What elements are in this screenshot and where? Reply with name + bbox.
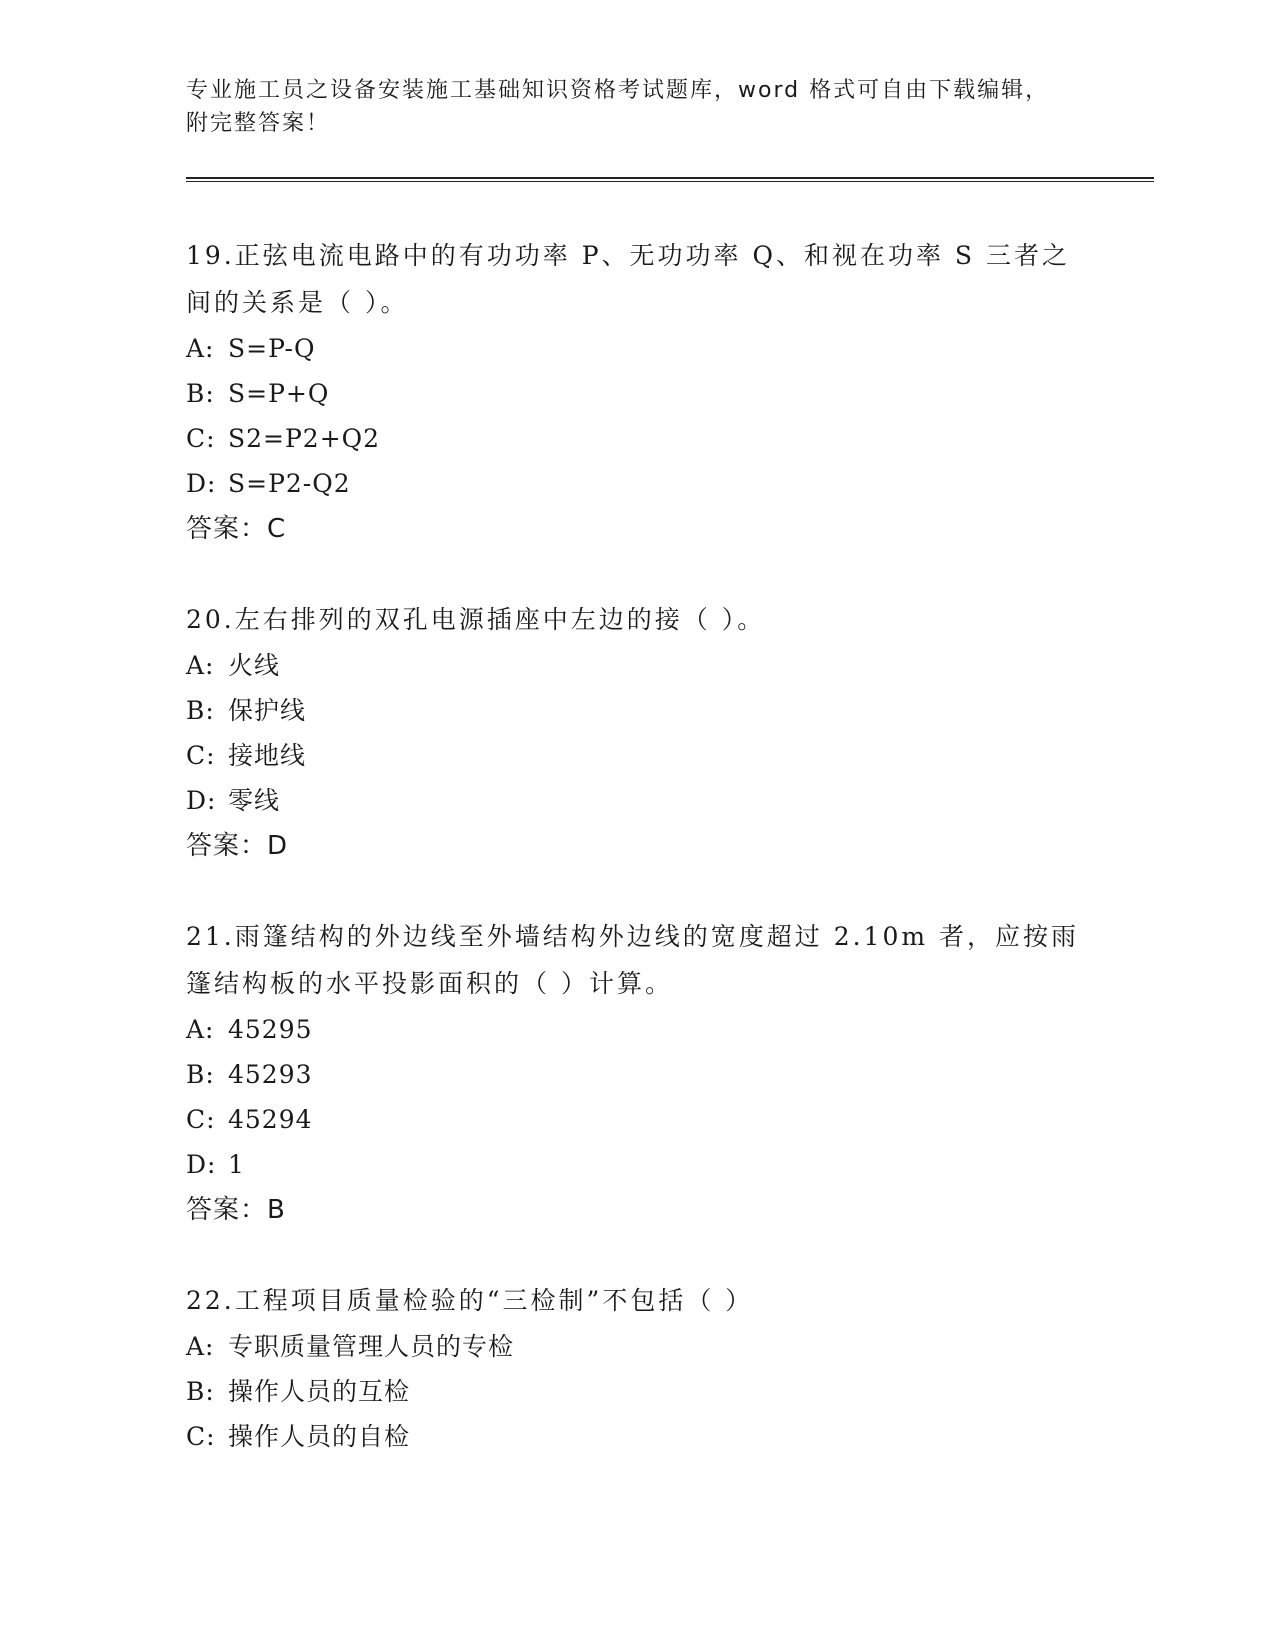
answer-line: 答案：D xyxy=(186,831,289,861)
option-c xyxy=(186,1097,1086,1142)
option-letter: B: xyxy=(186,1060,215,1089)
option-text: 45294 xyxy=(228,1105,313,1134)
question-stem xyxy=(186,1277,1086,1324)
option-text: S=P+Q xyxy=(228,379,330,408)
option-text: 保护线 xyxy=(228,696,307,725)
option-letter: D: xyxy=(186,469,217,498)
option-text: S=P-Q xyxy=(228,334,316,363)
option-a xyxy=(186,1007,1086,1052)
question-stem xyxy=(186,596,1086,643)
option-letter: C: xyxy=(186,424,216,453)
question-19 xyxy=(186,232,1086,552)
header-title-line-2: 附完整答案！ xyxy=(186,111,331,136)
option-letter: C: xyxy=(186,741,216,770)
question-list xyxy=(186,232,1086,1503)
option-letter: A: xyxy=(186,651,215,680)
option-c xyxy=(186,416,1086,461)
option-letter: D: xyxy=(186,1150,217,1179)
option-d xyxy=(186,461,1086,506)
question-stem-line-1: 21.雨篷结构的外边线至外墙结构外边线的宽度超过 2.10m 者，应按雨 xyxy=(186,922,1080,951)
question-stem xyxy=(186,232,1086,326)
header-divider xyxy=(186,177,1154,182)
option-d xyxy=(186,778,1086,823)
option-c xyxy=(186,1414,1086,1459)
option-text: 操作人员的自检 xyxy=(228,1422,411,1451)
option-text: S=P2-Q2 xyxy=(228,469,351,498)
option-a xyxy=(186,1324,1086,1369)
option-letter: B: xyxy=(186,1377,215,1406)
option-text: 45295 xyxy=(228,1015,313,1044)
question-20 xyxy=(186,596,1086,869)
option-b xyxy=(186,1369,1086,1414)
option-text: 零线 xyxy=(228,786,281,815)
option-text: S2=P2+Q2 xyxy=(228,424,381,453)
option-a xyxy=(186,643,1086,688)
answer-line: 答案：B xyxy=(186,1195,286,1225)
option-letter: B: xyxy=(186,379,215,408)
option-text: 45293 xyxy=(228,1060,313,1089)
question-stem xyxy=(186,913,1086,1007)
document-header xyxy=(186,74,1086,140)
question-22 xyxy=(186,1277,1086,1459)
answer-line: 答案：C xyxy=(186,514,287,544)
question-stem-line-1: 20.左右排列的双孔电源插座中左边的接（ ）。 xyxy=(186,605,766,634)
option-letter: A: xyxy=(186,1015,215,1044)
question-stem-line-1: 19.正弦电流电路中的有功功率 P、无功功率 Q、和视在功率 S 三者之 xyxy=(186,241,1070,270)
option-a xyxy=(186,326,1086,371)
header-title-line-1: 专业施工员之设备安装施工基础知识资格考试题库，word 格式可自由下载编辑， xyxy=(186,78,1050,103)
option-c xyxy=(186,733,1086,778)
option-letter: D: xyxy=(186,786,217,815)
option-letter: A: xyxy=(186,1332,215,1361)
option-b xyxy=(186,371,1086,416)
option-letter: C: xyxy=(186,1422,216,1451)
option-text: 1 xyxy=(228,1150,245,1179)
question-stem-line-2: 篷结构板的水平投影面积的（ ）计算。 xyxy=(186,969,673,998)
option-b xyxy=(186,1052,1086,1097)
option-text: 接地线 xyxy=(228,741,307,770)
option-text: 专职质量管理人员的专检 xyxy=(228,1332,515,1361)
option-text: 操作人员的互检 xyxy=(228,1377,411,1406)
option-letter: C: xyxy=(186,1105,216,1134)
question-stem-line-2: 间的关系是（ ）。 xyxy=(186,288,409,317)
option-letter: A: xyxy=(186,334,215,363)
option-text: 火线 xyxy=(228,651,281,680)
question-stem-line-1: 22.工程项目质量检验的“三检制”不包括（ ） xyxy=(186,1286,754,1315)
option-d xyxy=(186,1142,1086,1187)
option-letter: B: xyxy=(186,696,215,725)
option-b xyxy=(186,688,1086,733)
question-21 xyxy=(186,913,1086,1233)
